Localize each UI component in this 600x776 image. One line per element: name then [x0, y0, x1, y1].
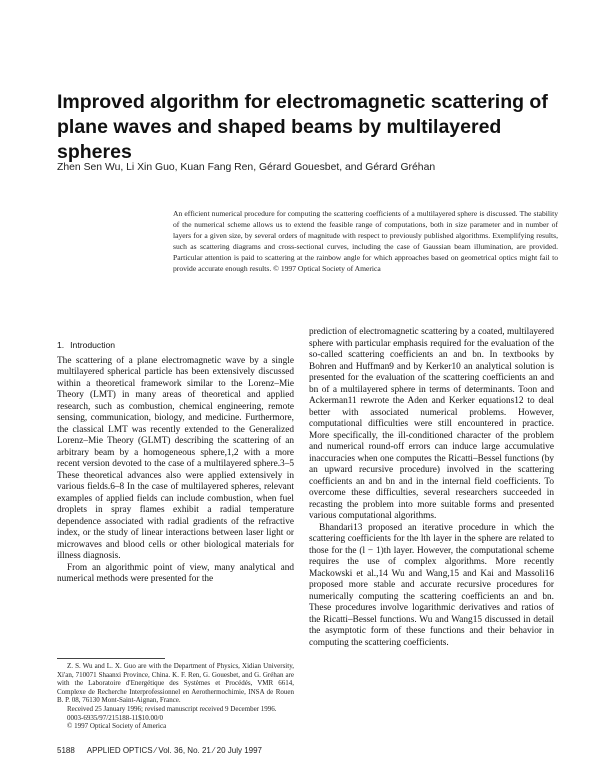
journal-info: APPLIED OPTICS ⁄ Vol. 36, No. 21 ⁄ 20 July 1997 — [86, 746, 263, 755]
paper-title: Improved algorithm for electromagnetic scattering of plane waves and shaped beams by multilayered spheres — [57, 91, 548, 163]
paragraph: The scattering of a plane electromagnetic wave by a single multilayered spherical particle has been extensively discussed within a theoretical framework similar to the Lorenz–Mie Theory (LMT) in many areas of theoretical and applied research, such as combustion, chemical engineering, remote sensing, communication, biology, and medicine. Furthermore, the classical LMT was recently extended to the Generalized Lorenz–Mie Theory (GLMT) describing the scattering of an arbitrary beam by a homogeneous sphere,1,2 with a more recent version devoted to the case of a multilayered sphere.3–5 These theoretical advances also were applied extensively in various fields.6–8 In the case of multilayered spheres, relevant examples of applied fields can include combustion, when fuel droplets in spray flames exhibit a radial temperature dependence associated with radial gradients of the refractive index, or the study of linear interactions between laser light or microwaves and blood cells or other biological materials for illness diagnosis. — [57, 355, 294, 561]
page-footer — [57, 746, 557, 755]
abstract: An efficient numerical procedure for computing the scattering coefficients of a multilayered sphere is discussed. The stability of the numerical scheme allows us to extend the feasible range of computations, both in size parameter and in number of layers for a given size, by several orders of magnitude with respect to previously published algorithms. Exemplifying results, such as scattering diagrams and cross-sectional curves, including the case of Gaussian beam illumination, are provided. Particular attention is paid to scattering at the rainbow angle for which approaches based on geometrical optics might fail to provide accurate enough results. © 1997 Optical Society of America — [173, 209, 558, 273]
footnote-rule — [57, 658, 165, 659]
author-list: Zhen Sen Wu, Li Xin Guo, Kuan Fang Ren, Gérard Gouesbet, and Gérard Gréhan — [57, 162, 436, 173]
paragraph: Bhandari13 proposed an iterative procedure in which the scattering coefficients for the lth layer in the sphere are related to those for the (l − 1)th layer. However, the computational scheme requires the use of complex algorithms. More recently Mackowski et al.,14 Wu and Wang,15 and Kai and Massoli16 proposed more stable and accurate recursive procedures for numerically computing the scattering coefficients an and bn. These procedures involve logarithmic derivatives and ratios of the Ricatti–Bessel functions. Wu and Wang15 discussed in detail the asymptotic form of these functions and their behavior in computing the scattering coefficients. — [309, 522, 554, 648]
right-column — [309, 327, 554, 649]
affiliation-note: Z. S. Wu and L. X. Guo are with the Department of Physics, Xidian University, Xi'an, 710071 Shaanxi Province, China. K. F. Ren, G. Gouesbet, and G. Gréhan are with the Laboratoire d'Energétique des Systèmes et Procédés, VMR 6614, Complexe de Recherche Interprofessionnel en Aerothermochimie, INSA de Rouen B. P. 08, 76130 Mont-Saint-Aignan, France. — [57, 662, 294, 705]
copyright-note: © 1997 Optical Society of America — [67, 722, 167, 731]
paragraph: From an algorithmic point of view, many analytical and numerical methods were presented for the — [57, 562, 294, 584]
section-number: 1. — [57, 340, 65, 350]
section-heading — [57, 340, 294, 352]
footnote — [57, 662, 294, 731]
paragraph: prediction of electromagnetic scattering by a coated, multilayered sphere with particular emphasis required for the evaluation of the so-called scattering coefficients an and bn. In textbooks by Bohren and Huffman9 and by Kerker10 an analytical solution is presented for the evaluation of the scattering coefficients an and bn of a multilayered sphere in terms of determinants. Toon and Ackerman11 rewrote the Aden and Kerker equations12 to deal better with associated numerical problems. However, computational difficulties were still encountered in practice. More specifically, the ill-conditioned character of the problem and numerical round-off errors can induce large accumulative inaccuracies when one computes the Ricatti–Bessel functions (by an upward recursive procedure) involved in the scattering coefficients an and bn and in the internal field coefficients. To overcome these difficulties, several researchers succeeded in recasting the problem into more suitable forms and presented various computational algorithms. — [309, 327, 554, 521]
section-title: Introduction — [70, 340, 116, 350]
page-number: 5188 — [57, 746, 75, 755]
left-column — [57, 340, 294, 586]
received-note: Received 25 January 1996; revised manuscript received 9 December 1996. — [67, 704, 277, 713]
issn-code: 0003-6935/97/215188-11$10.00/0 — [67, 713, 163, 722]
